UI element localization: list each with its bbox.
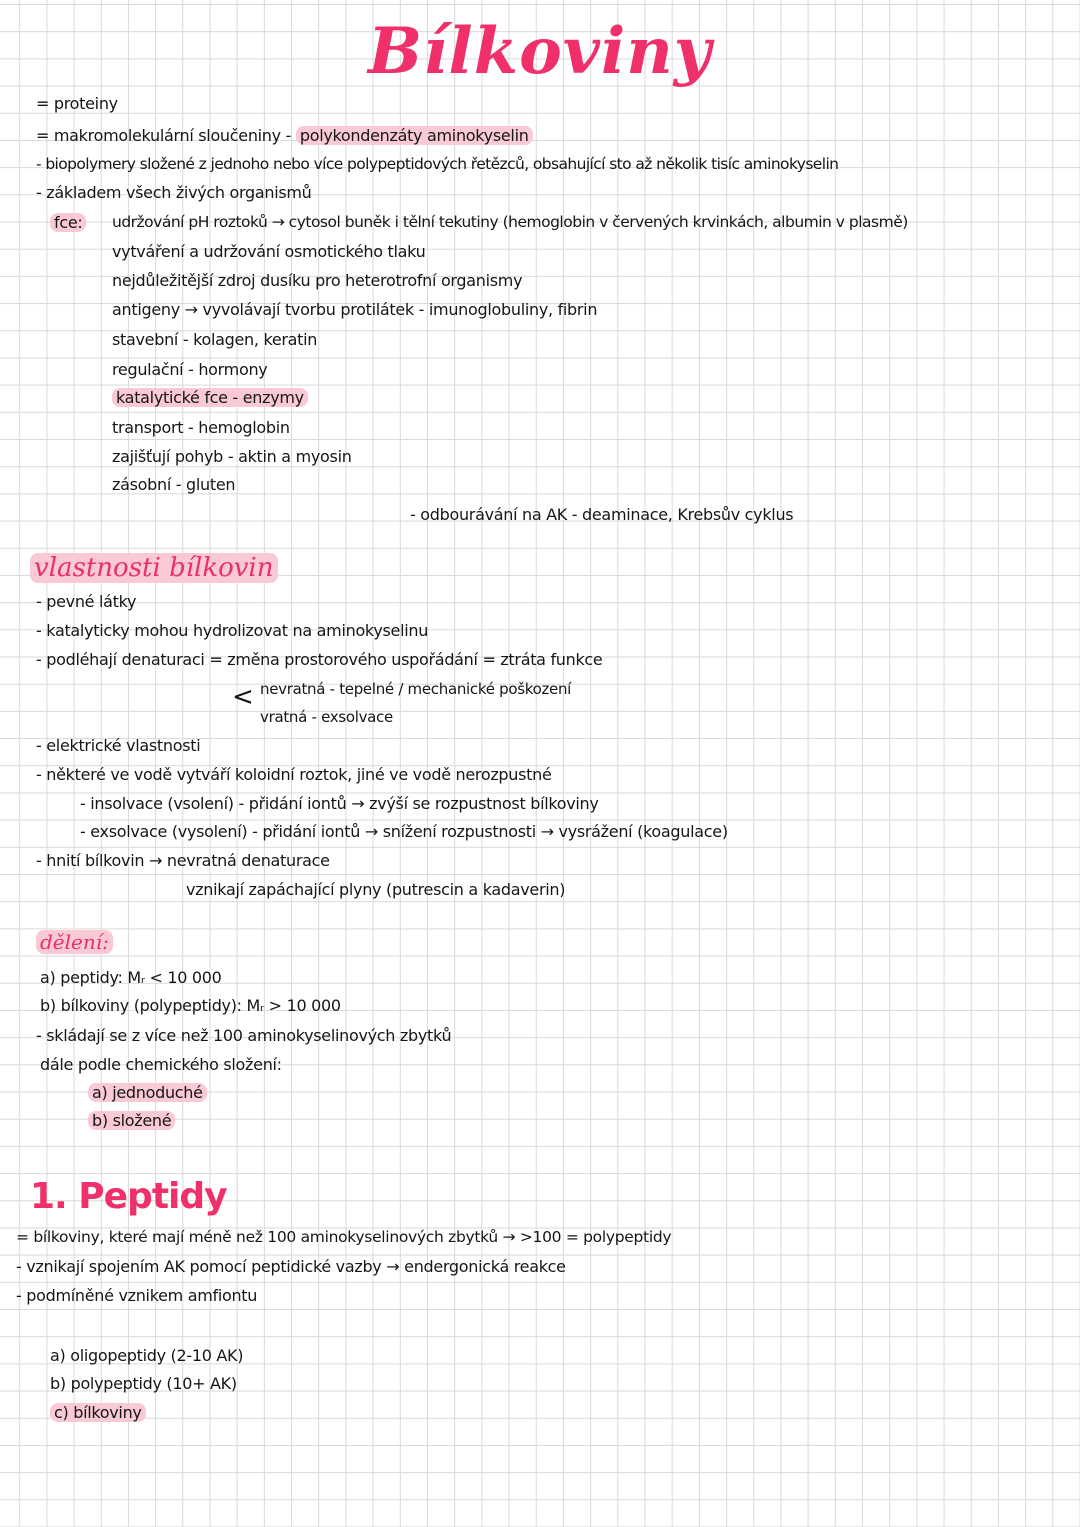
intro-text: = makromolekulární sloučeniny - [36, 126, 296, 145]
function-item: zásobní - gluten [112, 475, 236, 494]
division-item: b) bílkoviny (polypeptidy): Mᵣ > 10 000 [40, 996, 341, 1015]
property-item: - katalyticky mohou hydrolizovat na aminokyselinu [36, 621, 429, 640]
peptide-item: c) bílkoviny [50, 1403, 146, 1422]
function-item: katalytické fce - enzymy [112, 388, 308, 407]
section-heading: 1. Peptidy [30, 1176, 227, 1217]
division-item: a) peptidy: Mᵣ < 10 000 [40, 968, 222, 987]
fce-label: fce: [50, 213, 86, 232]
property-item: - pevné látky [36, 592, 137, 611]
peptide-item: - vznikají spojením AK pomocí peptidické vazby → endergonická reakce [16, 1257, 566, 1276]
branch-bracket: < [232, 682, 254, 712]
section-heading: vlastnosti bílkovin [30, 553, 278, 583]
degradation-note: - odbourávání na AK - deaminace, Krebsův cyklus [410, 505, 794, 524]
function-item: transport - hemoglobin [112, 418, 290, 437]
intro-line: = proteiny [36, 94, 118, 113]
property-item: vznikají zapáchající plyny (putrescin a kadaverin) [186, 880, 566, 899]
property-item: - insolvace (vsolení) - přidání iontů → zvýší se rozpustnost bílkoviny [80, 794, 599, 813]
highlight: polykondenzáty aminokyselin [296, 126, 533, 145]
property-item: - exsolvace (vysolení) - přidání iontů → snížení rozpustnosti → vysrážení (koagulace) [80, 822, 728, 841]
section-heading: dělení: [36, 930, 113, 954]
intro-line: - biopolymery složené z jednoho nebo více polypeptidových řetězců, obsahující sto až několik tisíc aminokyselin [36, 155, 839, 173]
function-item: zajišťují pohyb - aktin a myosin [112, 447, 352, 466]
division-item: dále podle chemického složení: [40, 1055, 282, 1074]
function-item: regulační - hormony [112, 360, 268, 379]
division-item: b) složené [88, 1111, 175, 1130]
function-item: udržování pH roztoků → cytosol buněk i tělní tekutiny (hemoglobin v červených krvinkách, albumin v plasmě) [112, 213, 908, 231]
property-item: - některé ve vodě vytváří koloidní roztok, jiné ve vodě nerozpustné [36, 765, 552, 784]
intro-line: - základem všech živých organismů [36, 183, 312, 202]
function-item: nejdůležitější zdroj dusíku pro heterotrofní organismy [112, 271, 523, 290]
division-item: a) jednoduché [88, 1083, 207, 1102]
property-item: - hnití bílkovin → nevratná denaturace [36, 851, 330, 870]
intro-line [36, 126, 533, 145]
function-item: antigeny → vyvolávají tvorbu protilátek - imunoglobuliny, fibrin [112, 300, 598, 319]
peptide-item: b) polypeptidy (10+ AK) [50, 1374, 237, 1393]
property-item: - podléhají denaturaci = změna prostorového uspořádání = ztráta funkce [36, 650, 603, 669]
function-item: vytváření a udržování osmotického tlaku [112, 242, 426, 261]
function-item: stavební - kolagen, keratin [112, 330, 318, 349]
peptide-item: = bílkoviny, které mají méně než 100 aminokyselinových zbytků → >100 = polypeptidy [16, 1228, 672, 1246]
property-item: vratná - exsolvace [260, 708, 393, 726]
property-item: - elektrické vlastnosti [36, 736, 201, 755]
property-item: nevratná - tepelné / mechanické poškození [260, 680, 572, 698]
peptide-item: a) oligopeptidy (2-10 AK) [50, 1346, 244, 1365]
division-item: - skládají se z více než 100 aminokyselinových zbytků [36, 1026, 452, 1045]
peptide-item: - podmíněné vznikem amfiontu [16, 1286, 258, 1305]
page-title: Bílkoviny [368, 14, 712, 89]
